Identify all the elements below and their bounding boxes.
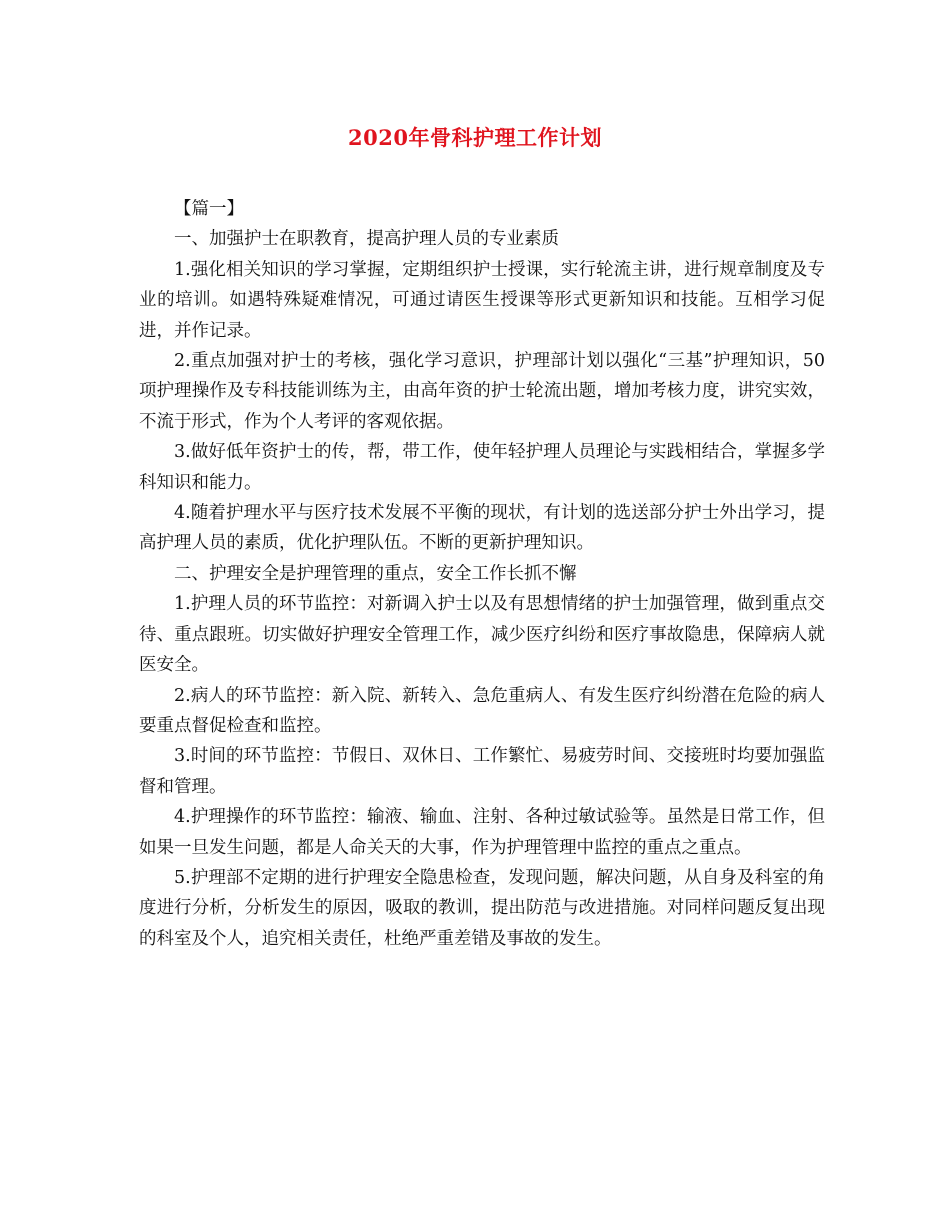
paragraph: 2.病人的环节监控：新入院、新转入、急危重病人、有发生医疗纠纷潜在危险的病人要重点督促检查和监控。 <box>139 685 825 736</box>
page-title: 2020年骨科护理工作计划 <box>348 125 602 150</box>
section-heading: 二、护理安全是护理管理的重点，安全工作长抓不懈 <box>174 563 577 584</box>
paragraph: 3.时间的环节监控：节假日、双休日、工作繁忙、易疲劳时间、交接班时均要加强监督和管理。 <box>139 746 825 797</box>
section-heading: 一、加强护士在职教育，提高护理人员的专业素质 <box>174 229 559 250</box>
paragraph: 2.重点加强对护士的考核，强化学习意识，护理部计划以强化“三基”护理知识，50项护理操作及专科技能训练为主，由高年资的护士轮流出题，增加考核力度，讲究实效，不流于形式，作为个人考评的客观依据。 <box>139 351 825 432</box>
paragraph: 4.随着护理水平与医疗技术发展不平衡的现状，有计划的选送部分护士外出学习，提高护理人员的素质，优化护理队伍。不断的更新护理知识。 <box>139 503 825 554</box>
paragraph: 1.强化相关知识的学习掌握，定期组织护士授课，实行轮流主讲，进行规章制度及专业的培训。如遇特殊疑难情况，可通过请医生授课等形式更新知识和技能。互相学习促进，并作记录。 <box>139 259 825 341</box>
document-body <box>139 194 825 954</box>
paragraph: 4.护理操作的环节监控：输液、输血、注射、各种过敏试验等。虽然是日常工作，但如果一旦发生问题，都是人命关天的大事，作为护理管理中监控的重点之重点。 <box>139 807 825 858</box>
paragraph: 3.做好低年资护士的传，帮，带工作，使年轻护理人员理论与实践相结合，掌握多学科知识和能力。 <box>139 442 825 493</box>
paragraph: 5.护理部不定期的进行护理安全隐患检查，发现问题，解决问题，从自身及科室的角度进行分析，分析发生的原因，吸取的教训，提出防范与改进措施。对同样问题反复出现的科室及个人，追究相关责任，杜绝严重差错及事故的发生。 <box>139 867 825 949</box>
paragraph: 1.护理人员的环节监控：对新调入护士以及有思想情绪的护士加强管理，做到重点交待、重点跟班。切实做好护理安全管理工作，减少医疗纠纷和医疗事故隐患，保障病人就医安全。 <box>139 594 825 676</box>
section-label: 【篇一】 <box>174 199 244 219</box>
